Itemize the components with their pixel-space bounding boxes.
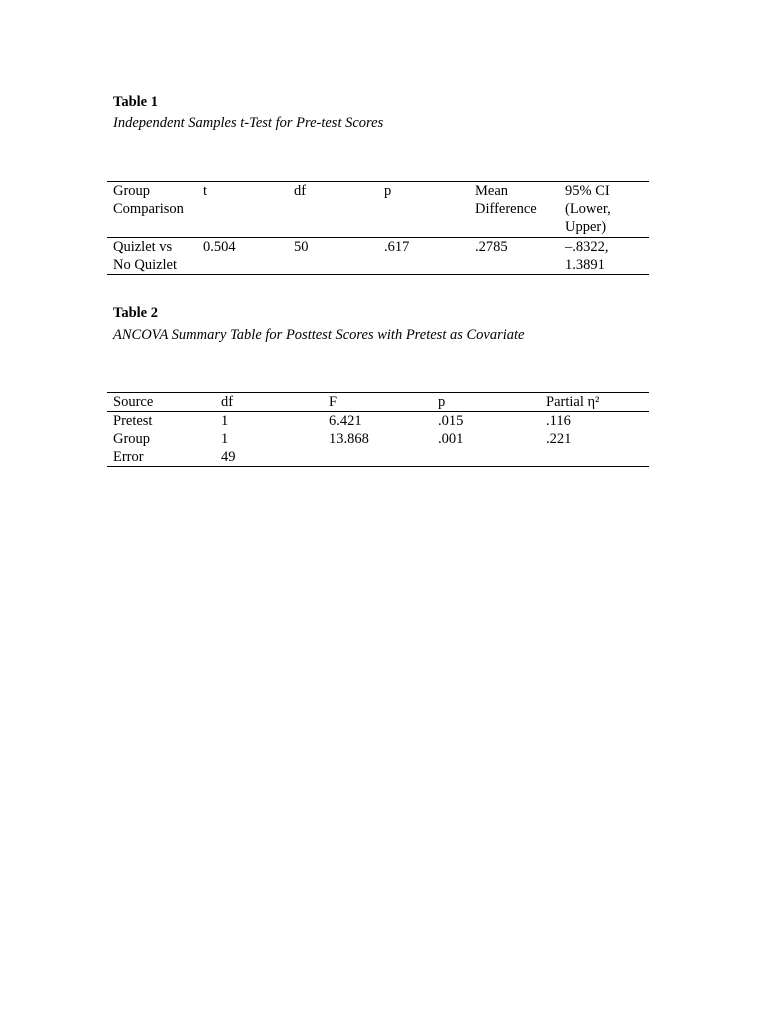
table2-cell-partial-eta: .116 [546, 413, 571, 429]
table1-header-t: t [197, 182, 288, 238]
table1-cell-group: Quizlet vs No Quizlet [107, 238, 197, 275]
table2-title: ANCOVA Summary Table for Posttest Scores with Pretest as Covariate [113, 327, 525, 343]
table1-header-ci: 95% CI (Lower, Upper) [559, 182, 649, 238]
table2-cell-partial-eta [540, 448, 649, 467]
table2-header-p: p [432, 393, 540, 412]
table2-cell-partial-eta: .221 [546, 431, 572, 447]
table2-header-df: df [215, 393, 323, 412]
table2-cell-f [323, 448, 432, 467]
table1-title: Independent Samples t-Test for Pre-test Scores [113, 115, 384, 131]
table2-header-f: F [323, 393, 432, 412]
table2-cell-f: 6.421 [329, 413, 362, 429]
table1 [107, 181, 649, 275]
table1-cell-p: .617 [378, 238, 469, 275]
table-row [107, 430, 649, 448]
table1-header-df: df [288, 182, 378, 238]
table2-cell-p: .001 [438, 431, 464, 447]
table2-cell-source: Error [107, 448, 215, 467]
table2 [107, 392, 649, 467]
table2-cell-source: Pretest [113, 413, 153, 429]
table1-header-group-comparison: Group Comparison [107, 182, 197, 238]
table2-cell-p: .015 [438, 413, 464, 429]
table2-cell-df: 1 [221, 413, 229, 429]
table2-cell-df: 1 [221, 431, 229, 447]
table-row [107, 238, 649, 275]
table2-cell-df: 49 [215, 448, 323, 467]
table2-header-source: Source [107, 393, 215, 412]
table1-label: Table 1 [113, 94, 158, 110]
table2-header-row [107, 393, 649, 412]
table-row [107, 448, 649, 467]
table2-cell-f: 13.868 [329, 431, 369, 447]
table1-header-mean-difference: Mean Difference [469, 182, 559, 238]
table2-label: Table 2 [113, 305, 158, 321]
table2-header-partial-eta: Partial η² [540, 393, 649, 412]
table1-cell-df: 50 [288, 238, 378, 275]
table1-cell-t: 0.504 [197, 238, 288, 275]
table2-cell-source: Group [113, 431, 151, 447]
table2-cell-p [432, 448, 540, 467]
table1-cell-ci: –.8322, 1.3891 [559, 238, 649, 275]
table1-header-row [107, 182, 649, 238]
table1-header-p: p [378, 182, 469, 238]
table-row [107, 412, 649, 431]
table1-cell-mean-difference: .2785 [469, 238, 559, 275]
